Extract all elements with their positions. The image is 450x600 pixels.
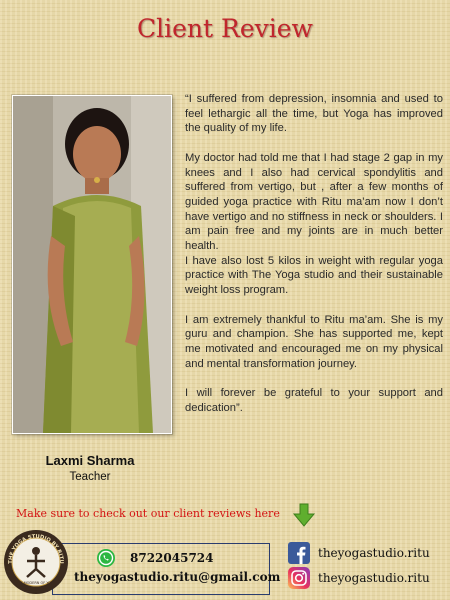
email-address[interactable]: theyogastudio.ritu@gmail.com [74, 570, 281, 584]
review-paragraph: I have also lost 5 kilos in weight with regular yoga practice with The Yoga studio and their sustainable weight loss program. [185, 254, 443, 297]
client-reviews-link[interactable]: Make sure to check out our client reviews here [16, 507, 280, 520]
facebook-icon[interactable] [288, 542, 310, 569]
review-paragraph: I will forever be grateful to your support and dedication”. [185, 387, 443, 414]
client-role: Teacher [69, 471, 111, 483]
studio-logo [3, 529, 69, 595]
svg-text:ART MODERN OF YOGA: ART MODERN OF YOGA [15, 581, 57, 585]
arrow-down-icon [292, 503, 316, 532]
facebook-handle[interactable]: theyogastudio.ritu [318, 546, 430, 560]
svg-text:THE YOGA STUDIO BY RITU: THE YOGA STUDIO BY RITU [7, 533, 65, 564]
review-paragraph: My doctor had told me that I had stage 2 gap in my knees and I also had cervical spondylitis and suffered from vertigo, but , after a few months of guided yoga practice with Ritu ma’am now I don’t have vertigo and no stiffness in neck or shoulders. I am pain free and my joints are in much better health. [185, 151, 443, 253]
review-paragraph: I am extremely thankful to Ritu ma’am. She is my guru and champion. She has supported me, kept me motivated and encouraged me on my physical and mental transformation journey. [185, 313, 443, 370]
instagram-handle[interactable]: theyogastudio.ritu [318, 571, 430, 585]
phone-number[interactable]: 8722045724 [130, 551, 214, 565]
client-name: Laxmi Sharma [45, 453, 135, 468]
review-paragraph: “I suffered from depression, insomnia and used to feel lethargic all the time, but Yoga has improved the quality of my life. [185, 93, 443, 135]
instagram-icon[interactable] [288, 567, 310, 594]
page-title: Client Review [137, 14, 313, 43]
review-text [185, 92, 443, 430]
client-photo [12, 95, 172, 434]
